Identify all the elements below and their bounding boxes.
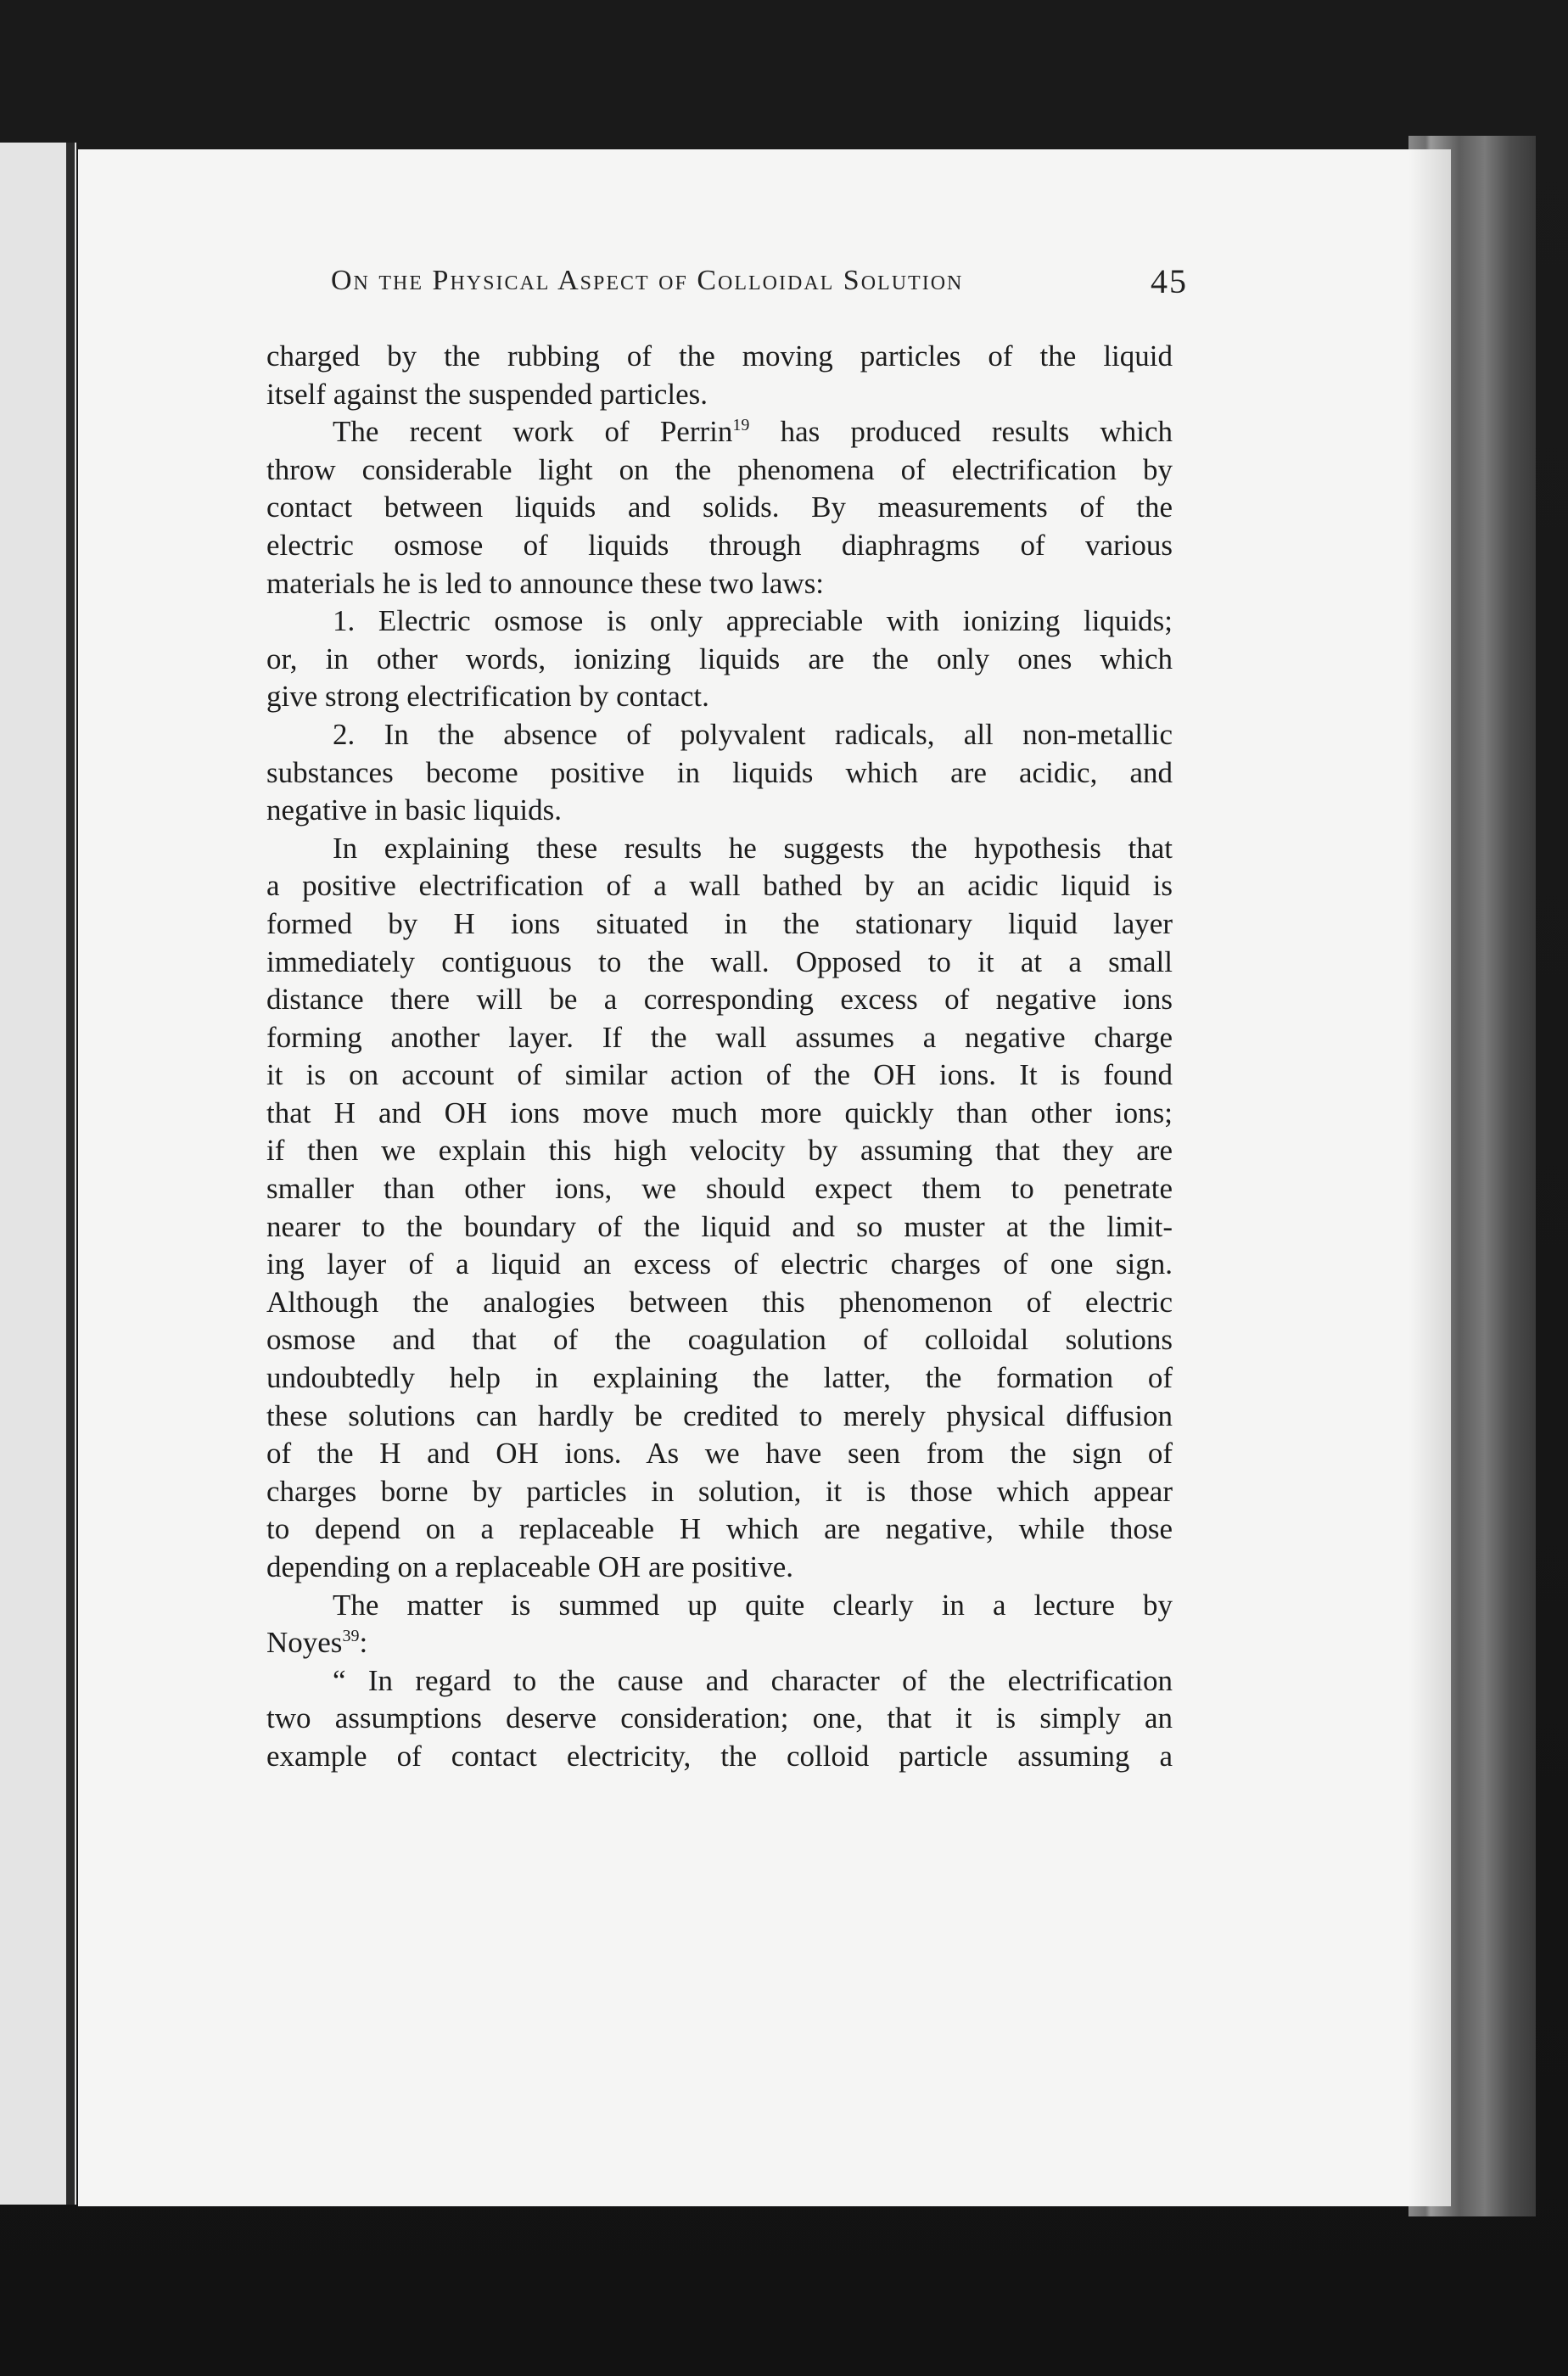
text-line: itself against the suspended particles.: [266, 377, 708, 411]
text-line: that H and OH ions move much more quickly than other ions;: [266, 1096, 1173, 1129]
text-line: immediately contiguous to the wall. Opposed to it at a small: [266, 944, 1173, 978]
text-line: a positive electrification of a wall bathed by an acidic liquid is: [266, 869, 1173, 903]
text-line: negative in basic liquids.: [266, 793, 562, 827]
text-line: “ In regard to the cause and character of the electrification: [333, 1663, 1173, 1697]
text-line: Although the analogies between this phenomenon of electric: [266, 1285, 1173, 1319]
text-line: to depend on a replaceable H which are negative, while those: [266, 1512, 1173, 1546]
running-title: On the Physical Aspect of Colloidal Solution: [331, 265, 964, 296]
text-line: electric osmose of liquids through diaphragms of various: [266, 528, 1173, 562]
body-text: [266, 338, 1173, 1776]
book-gutter: [66, 143, 75, 2205]
text-line: 2. In the absence of polyvalent radicals, all non-metallic: [333, 717, 1173, 751]
text-line: example of contact electricity, the colloid particle assuming a: [266, 1739, 1173, 1773]
text-line: osmose and that of the coagulation of colloidal solutions: [266, 1323, 1173, 1357]
text-line: formed by H ions situated in the stationary liquid layer: [266, 906, 1173, 940]
text-line: smaller than other ions, we should expect them to penetrate: [266, 1172, 1173, 1206]
running-head: [331, 262, 1188, 316]
text-line: charges borne by particles in solution, it is those which appear: [266, 1474, 1173, 1508]
text-line: The matter is summed up quite clearly in a lecture by: [333, 1588, 1173, 1622]
text-line: if then we explain this high velocity by assuming that they are: [266, 1134, 1173, 1168]
text-line: materials he is led to announce these two laws:: [266, 566, 825, 600]
text-line: two assumptions deserve consideration; one, that it is simply an: [266, 1701, 1173, 1735]
text-line: it is on account of similar action of the OH ions. It is found: [266, 1058, 1173, 1092]
text-line: 1. Electric osmose is only appreciable with ionizing liquids;: [333, 604, 1173, 638]
footnote-ref: 39: [342, 1627, 360, 1646]
text-line: depending on a replaceable OH are positive.: [266, 1550, 793, 1583]
text-line: Noyes$^{39}$:: [266, 1626, 368, 1660]
text-line: substances become positive in liquids which are acidic, and: [266, 755, 1173, 789]
text-line: undoubtedly help in explaining the latter, the formation of: [266, 1361, 1173, 1395]
text-line: throw considerable light on the phenomena of electrification by: [266, 452, 1173, 486]
page-shadow: [1408, 149, 1451, 2206]
text-line: forming another layer. If the wall assumes a negative charge: [266, 1020, 1173, 1054]
text-line: give strong electrification by contact.: [266, 680, 709, 714]
text-line: these solutions can hardly be credited to merely physical diffusion: [266, 1398, 1173, 1432]
text-line: nearer to the boundary of the liquid and so muster at the limit-: [266, 1209, 1173, 1243]
text-line: of the H and OH ions. As we have seen from the sign of: [266, 1437, 1173, 1471]
text-line: In explaining these results he suggests the hypothesis that: [333, 831, 1173, 865]
text-line: contact between liquids and solids. By measurements of the: [266, 490, 1173, 524]
left-page-edge: [0, 143, 76, 2205]
text-line: charged by the rubbing of the moving particles of the liquid: [266, 339, 1173, 373]
text-line: The recent work of Perrin$^{19}$ has produced results which: [333, 415, 1173, 449]
footnote-ref: 19: [732, 416, 750, 435]
text-line: ing layer of a liquid an excess of electric charges of one sign.: [266, 1247, 1173, 1281]
page-number: 45: [1151, 262, 1188, 300]
text-line: distance there will be a corresponding excess of negative ions: [266, 983, 1173, 1017]
text-line: or, in other words, ionizing liquids are the only ones which: [266, 642, 1173, 675]
